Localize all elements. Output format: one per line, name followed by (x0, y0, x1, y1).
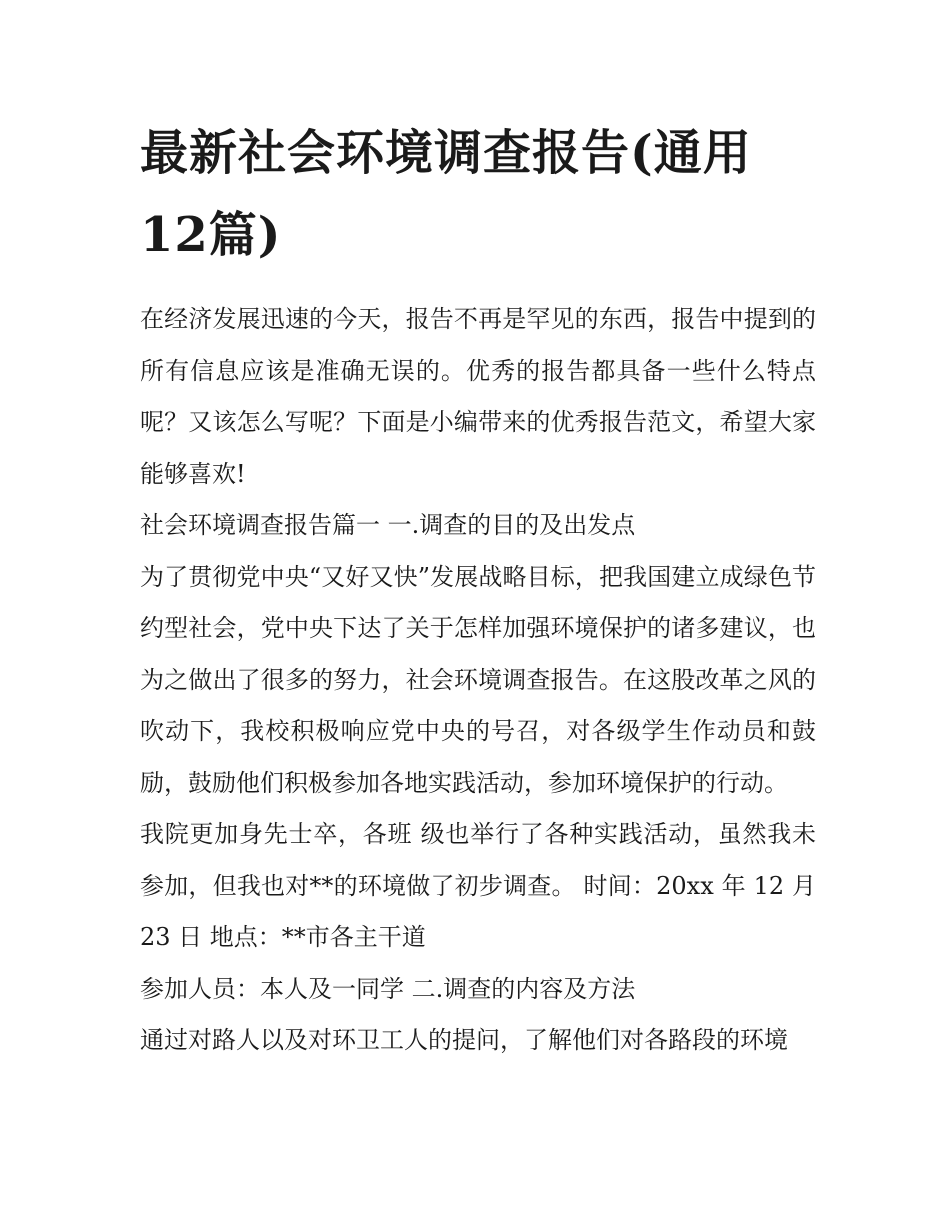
body-paragraph: 通过对路人以及对环卫工人的提问，了解他们对各路段的环境 (140, 1026, 788, 1054)
section-heading: 社会环境调查报告篇一 一.调查的目的及出发点 (140, 511, 636, 539)
document-title: 最新社会环境调查报告(通用12篇) (140, 125, 752, 263)
body-paragraph: 参加人员：本人及一同学 二.调查的内容及方法 (140, 974, 636, 1003)
document-page (140, 112, 816, 1067)
body-paragraph: 为了贯彻党中央“又好又快”发展战略目标，把我国建立成绿色节约型社会，党中央下达了关于怎样加强环境保护的诸多建议，也为之做出了很多的努力，社会环境调查报告。在这股改革之风的吹动下，我校积极响应党中央的号召，对各级学生作动员和鼓励，鼓励他们积极参加各地实践活动，参加环境保护的行动。 (140, 562, 816, 797)
body-paragraph: 我院更加身先士卒，各班 级也举行了各种实践活动，虽然我未参加，但我也对**的环境做了初步调查。 时间：20xx 年 12 月 23 日 地点：**市各主干道 (140, 820, 816, 951)
intro-paragraph: 在经济发展迅速的今天，报告不再是罕见的东西，报告中提到的所有信息应该是准确无误的。优秀的报告都具备一些什么特点呢？又该怎么写呢？下面是小编带来的优秀报告范文，希望大家能够喜欢! (140, 305, 816, 488)
